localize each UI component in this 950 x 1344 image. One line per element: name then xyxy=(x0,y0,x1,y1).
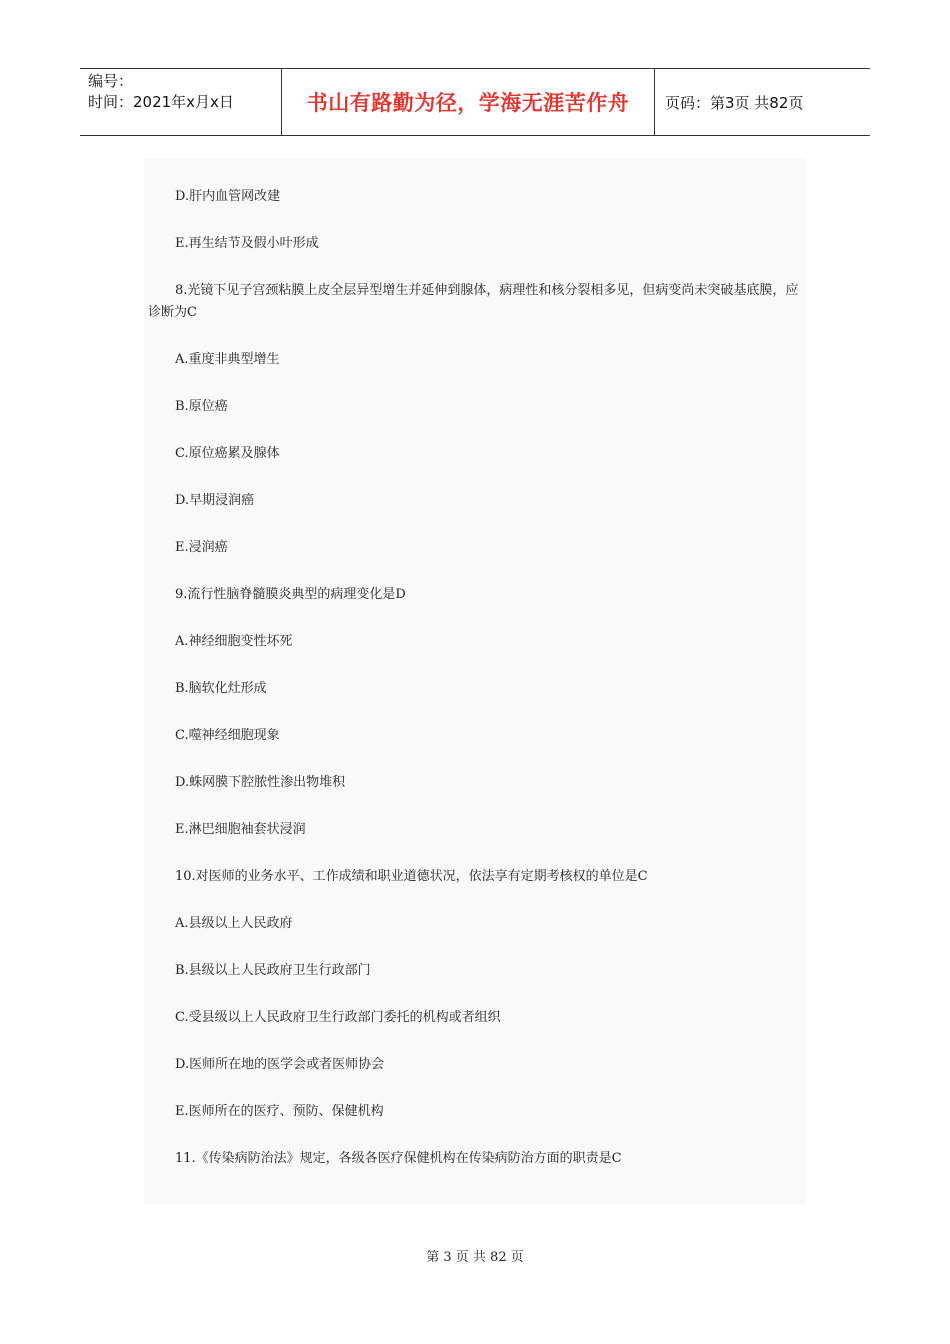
header-page-info: 页码：第3页 共82页 xyxy=(665,93,804,112)
text-line: D.早期浸润癌 xyxy=(175,493,255,508)
question-8: 8.光镜下见子宫颈粘膜上皮全层异型增生并延伸到腺体，病理性和核分裂相多见，但病变尚未突破基底膜，应诊断为C xyxy=(148,283,799,320)
header-meta xyxy=(80,69,282,135)
question-10: 10.对医师的业务水平、工作成绩和职业道德状况，依法享有定期考核权的单位是C xyxy=(175,869,648,884)
question-11: 11.《传染病防治法》规定，各级各医疗保健机构在传染病防治方面的职责是C xyxy=(175,1151,622,1166)
text-line: E.淋巴细胞袖套状浸润 xyxy=(175,822,306,837)
text-line: E.医师所在的医疗、预防、保健机构 xyxy=(175,1104,384,1119)
text-line: B.原位癌 xyxy=(175,399,228,414)
document-body xyxy=(144,158,806,1204)
page-header xyxy=(80,68,870,136)
text-line: A.县级以上人民政府 xyxy=(175,916,293,931)
text-line: A.神经细胞变性坏死 xyxy=(175,634,293,649)
text-line: E.再生结节及假小叶形成 xyxy=(175,236,319,251)
text-line: D.肝内血管网改建 xyxy=(175,189,281,204)
header-motto: 书山有路勤为径，学海无涯苦作舟 xyxy=(282,69,655,135)
number-label: 编号： xyxy=(88,72,134,90)
time-label: 时间：2021年x月x日 xyxy=(88,93,234,111)
text-line: B.县级以上人民政府卫生行政部门 xyxy=(175,963,371,978)
text-line: C.噬神经细胞现象 xyxy=(175,728,280,743)
text-line: E.浸润癌 xyxy=(175,540,228,555)
text-line: A.重度非典型增生 xyxy=(175,352,280,367)
text-line: D.蛛网膜下腔脓性渗出物堆积 xyxy=(175,775,346,790)
question-9: 9.流行性脑脊髓膜炎典型的病理变化是D xyxy=(175,587,406,602)
text-line: C.受县级以上人民政府卫生行政部门委托的机构或者组织 xyxy=(175,1010,501,1025)
page-footer: 第 3 页 共 82 页 xyxy=(426,1250,524,1265)
text-line: B.脑软化灶形成 xyxy=(175,681,267,696)
text-line: C.原位癌累及腺体 xyxy=(175,446,280,461)
text-line: D.医师所在地的医学会或者医师协会 xyxy=(175,1057,385,1072)
